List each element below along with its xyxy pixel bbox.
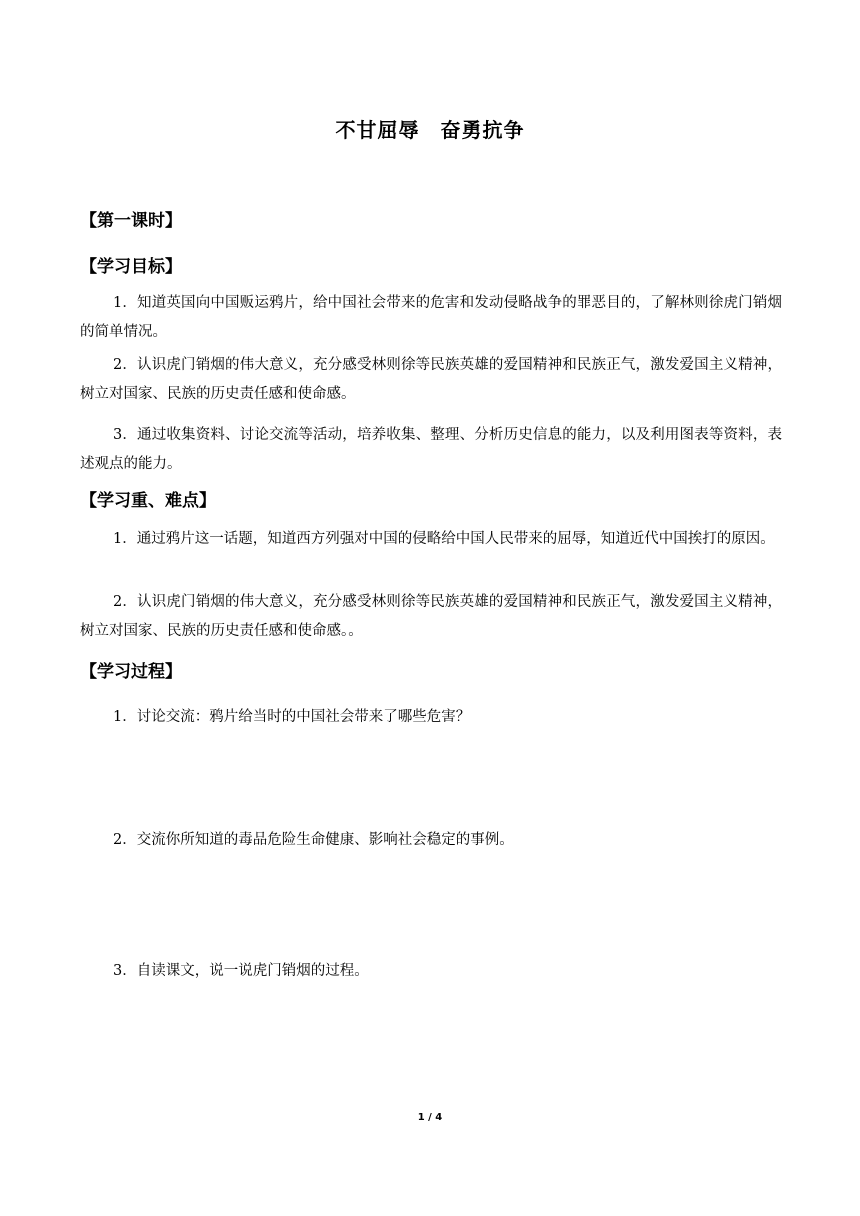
objective-item: 2．认识虎门销烟的伟大意义，充分感受林则徐等民族英雄的爱国精神和民族正气，激发爱国主义精神，树立对国家、民族的历史责任感和使命感。 — [80, 357, 782, 402]
process-item: 1．讨论交流：鸦片给当时的中国社会带来了哪些危害？ — [113, 709, 471, 725]
page-number: 1 / 4 — [417, 1112, 443, 1123]
document-title: 不甘屈辱 奋勇抗争 — [335, 118, 525, 142]
key-point-item: 2．认识虎门销烟的伟大意义，充分感受林则徐等民族英雄的爱国精神和民族正气，激发爱国主义精神，树立对国家、民族的历史责任感和使命感。。 — [80, 594, 782, 639]
process-item: 3．自读课文，说一说虎门销烟的过程。 — [113, 963, 369, 979]
process-item: 2．交流你所知道的毒品危险生命健康、影响社会稳定的事例。 — [113, 832, 514, 848]
objectives-heading: 【学习目标】 — [80, 257, 182, 277]
process-heading: 【学习过程】 — [80, 662, 182, 682]
objective-item: 1．知道英国向中国贩运鸦片，给中国社会带来的危害和发动侵略战争的罪恶目的，了解林则徐虎门销烟的简单情况。 — [80, 295, 782, 340]
key-points-heading: 【学习重、难点】 — [80, 491, 216, 511]
objective-item: 3．通过收集资料、讨论交流等活动，培养收集、整理、分析历史信息的能力，以及利用图表等资料，表述观点的能力。 — [80, 427, 782, 472]
key-point-item: 1．通过鸦片这一话题，知道西方列强对中国的侵略给中国人民带来的屈辱，知道近代中国挨打的原因。 — [113, 531, 775, 547]
lesson-heading: 【第一课时】 — [80, 211, 182, 231]
